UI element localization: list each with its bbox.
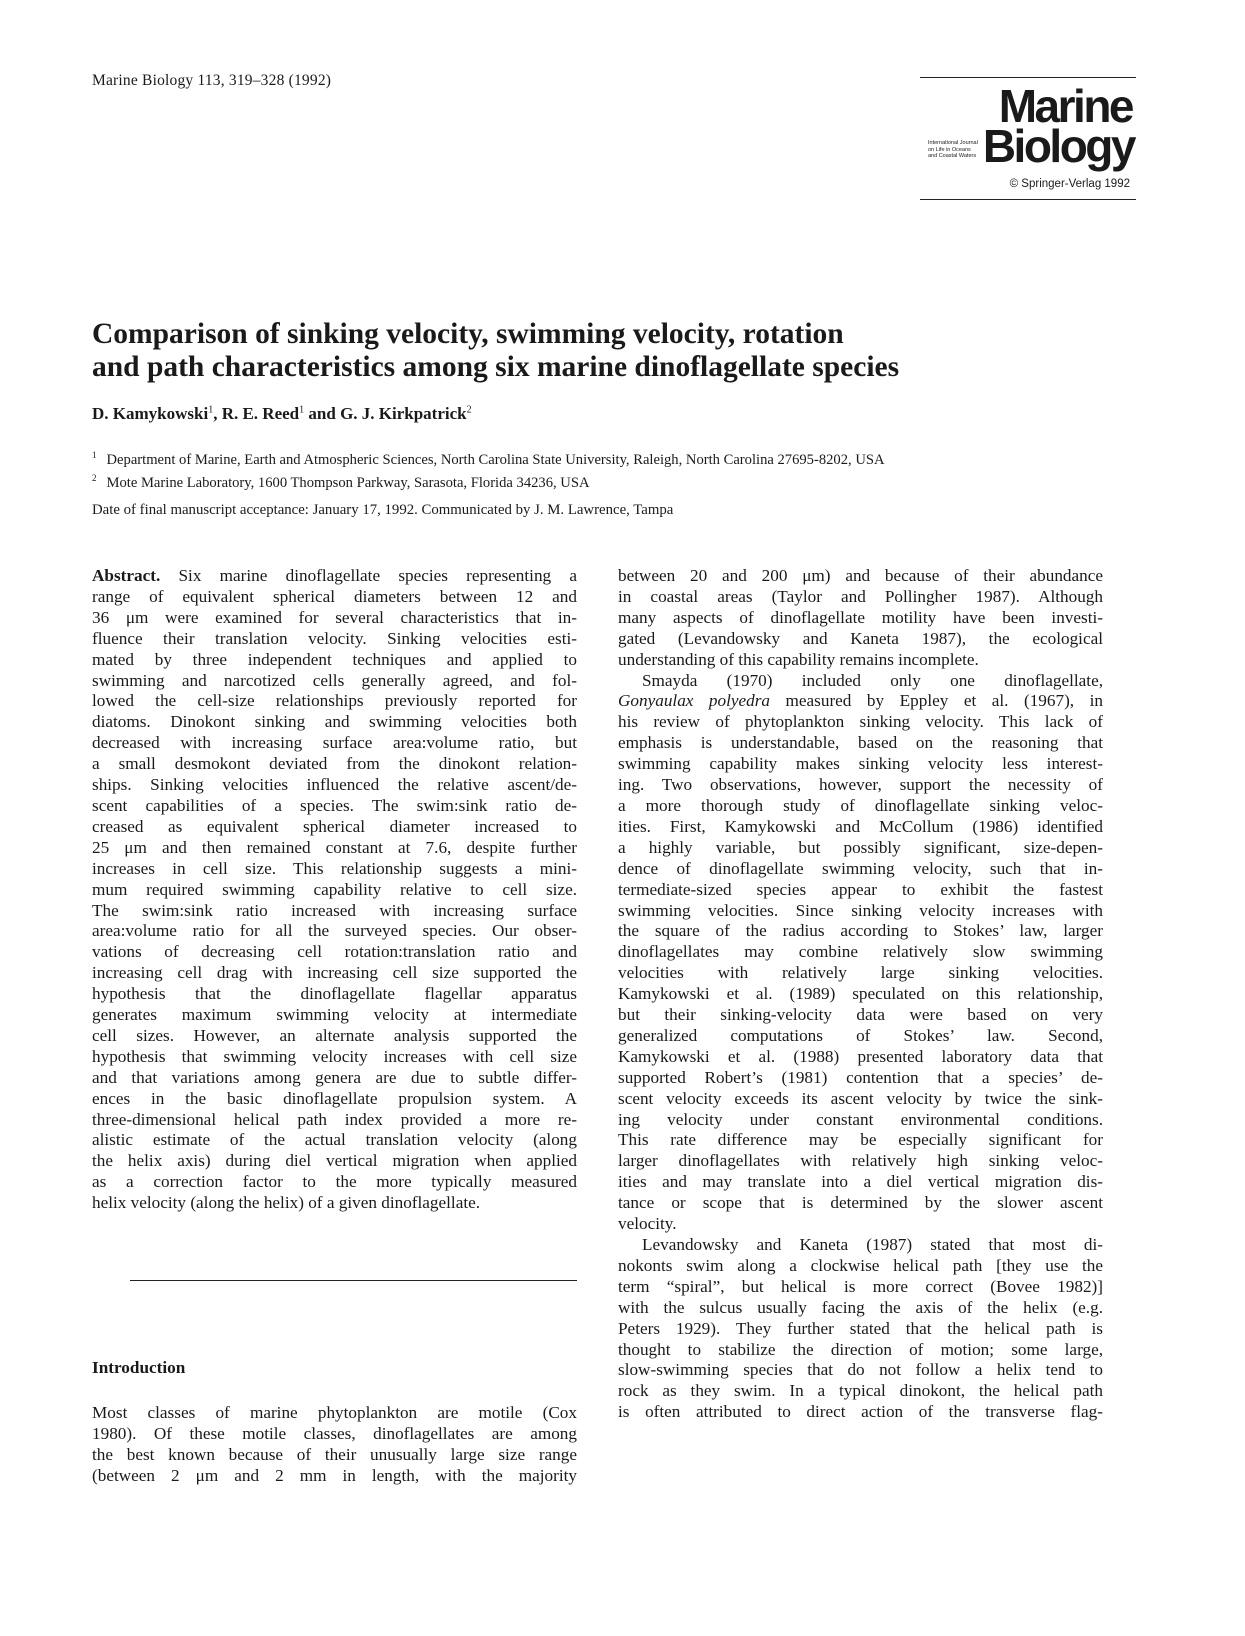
journal-logo (920, 77, 1136, 200)
text-line: swimming and narcotized cells generally agreed, and fol- (92, 670, 577, 690)
text-line: tance or scope that is determined by the slower ascent (618, 1193, 1103, 1213)
text-line: is often attributed to direct action of the transverse flag- (618, 1402, 1103, 1422)
text-line: a more thorough study of dinoflagellate sinking veloc- (618, 795, 1103, 815)
text-line: helix velocity (along the helix) of a given dinoflagellate. (92, 1193, 481, 1213)
paragraph-text: measured by Eppley et al. (1967), in (770, 691, 1103, 711)
text-line: area:volume ratio for all the surveyed species. Our obser- (92, 921, 577, 941)
logo-tagline-line: and Coastal Waters (928, 153, 977, 159)
paragraph (618, 1235, 1103, 1423)
logo-word-biology: Biology (982, 120, 1134, 172)
author-separator: , (213, 404, 222, 423)
text-line: the square of the radius according to Stokes’ law, larger (618, 921, 1103, 941)
text-line: hypothesis that swimming velocity increases with cell size (92, 1046, 577, 1066)
text-line: (between 2 μm and 2 mm in length, with the majority (92, 1465, 577, 1485)
text-line: with the sulcus usually facing the axis of the helix (e.g. (618, 1297, 1103, 1317)
text-line: ities. First, Kamykowski and McCollum (1986) identified (618, 816, 1103, 836)
text-line: hypothesis that the dinoflagellate flagellar apparatus (92, 984, 577, 1004)
author-affil-marker: 1 (299, 404, 305, 416)
text-line: ing. Two observations, however, support the necessity of (618, 775, 1103, 795)
text-line: diatoms. Dinokont sinking and swimming velocities both (92, 712, 577, 732)
author-name: D. Kamykowski (92, 404, 209, 423)
text-line: and that variations among genera are due to subtle differ- (92, 1067, 577, 1087)
text-line: Most classes of marine phytoplankton are motile (Cox (92, 1403, 577, 1422)
logo-top-rule (920, 77, 1136, 78)
text-line: scent velocity exceeds its ascent velocity by twice the sink- (618, 1088, 1103, 1108)
text-line: ships. Sinking velocities influenced the relative ascent/de- (92, 775, 577, 795)
introduction-body (92, 1403, 577, 1487)
text-line: Kamykowski et al. (1988) presented laboratory data that (618, 1046, 1103, 1066)
text-line: alistic estimate of the actual translation velocity (along (92, 1130, 577, 1150)
species-name: Gonyaulax polyedra (618, 691, 771, 711)
text-line: the best known because of their unusually large size range (92, 1444, 577, 1464)
text-line: Kamykowski et al. (1989) speculated on this relationship, (618, 984, 1103, 1004)
author-separator: and (304, 404, 341, 423)
text-line: understanding of this capability remains incomplete. (618, 649, 979, 669)
text-line: swimming velocities. Since sinking velocity increases with (618, 900, 1103, 920)
text-line: The swim:sink ratio increased with increasing surface (92, 900, 577, 920)
title-line: and path characteristics among six marine dinoflagellate species (92, 351, 900, 383)
text-line: between 20 and 200 μm) and because of their abundance (618, 566, 1103, 585)
text-line: dinoflagellates may combine relatively slow swimming (618, 942, 1103, 962)
logo-bottom-rule (920, 199, 1136, 200)
affil-text: Mote Marine Laboratory, 1600 Thompson Parkway, Sarasota, Florida 34236, USA (106, 474, 590, 491)
text-line: Levandowsky and Kaneta (1987) stated that most di- (642, 1235, 1103, 1254)
text-line: vations of decreasing cell rotation:translation ratio and (92, 942, 577, 962)
logo-word-marine: Marine (998, 80, 1132, 132)
text-line: emphasis is understandable, based on the reasoning that (618, 733, 1103, 753)
text-line: Peters 1929). They further stated that the helical path is (618, 1318, 1103, 1338)
text-line: mated by three independent techniques and applied to (92, 649, 577, 669)
author-name: G. J. Kirkpatrick (340, 404, 467, 423)
affil-text: Department of Marine, Earth and Atmospheric Sciences, North Carolina State University, Raleigh, North Carolina 27695-8202, USA (106, 451, 885, 468)
text-line: range of equivalent spherical diameters between 12 and (92, 586, 577, 606)
affil-marker: 2 (92, 472, 97, 483)
paragraph-line (618, 691, 1103, 712)
text-line: three-dimensional helical path index provided a more re- (92, 1109, 577, 1129)
text-line: mum required swimming capability relative to cell size. (92, 879, 577, 899)
paragraph (618, 712, 1103, 1235)
text-line: slow-swimming species that do not follow a helix tend to (618, 1360, 1103, 1380)
text-line: rock as they swim. In a typical dinokont, the helical path (618, 1381, 1103, 1401)
text-line: supported Robert’s (1981) contention that a species’ de- (618, 1067, 1103, 1087)
text-line: term “spiral”, but helical is more correct (Bovee 1982)] (618, 1276, 1103, 1296)
text-line: cell sizes. However, an alternate analysis supported the (92, 1025, 577, 1045)
text-line: ities and may translate into a diel vertical migration dis- (618, 1172, 1103, 1192)
text-line: increases in cell size. This relationship suggests a mini- (92, 858, 577, 878)
author-affil-marker: 1 (208, 404, 214, 416)
text-line: a small desmokont deviated from the dinokont relation- (92, 754, 577, 774)
author-affil-marker: 2 (466, 404, 472, 416)
text-line: decreased with increasing surface area:volume ratio, but (92, 733, 577, 753)
logo-tagline-line: on Life in Oceans (928, 146, 971, 153)
right-column (618, 566, 1103, 1423)
affil-marker: 1 (92, 450, 97, 460)
text-line: 36 μm were examined for several characteristics that in- (92, 607, 577, 627)
title-line: Comparison of sinking velocity, swimming velocity, rotation (92, 318, 844, 350)
text-line: 1980). Of these motile classes, dinoflagellates are among (92, 1423, 577, 1443)
text-line: velocities with relatively large sinking velocities. (618, 963, 1103, 983)
text-line: thought to stabilize the direction of motion; some large, (618, 1339, 1103, 1359)
author-name: R. E. Reed (221, 404, 300, 423)
text-line: scent capabilities of a species. The swim:sink ratio de- (92, 795, 577, 815)
author-list (92, 404, 472, 424)
abstract-end-rule (130, 1280, 577, 1281)
journal-citation: Marine Biology 113, 319–328 (1992) (92, 72, 332, 89)
text-line: fluence their translation velocity. Sinking velocities esti- (92, 628, 577, 648)
abstract-heading: Abstract. (92, 566, 161, 585)
text-line: gated (Levandowsky and Kaneta 1987), the ecological (618, 628, 1103, 648)
text-line: velocity. (618, 1214, 677, 1234)
affiliations (92, 446, 885, 492)
text-line: a highly variable, but possibly significant, size-depen- (618, 837, 1103, 857)
affiliation (92, 446, 885, 469)
text-line: lowed the cell-size relationships previously reported for (92, 691, 577, 711)
text-line: This rate difference may be especially significant for (618, 1130, 1103, 1150)
text-line: generates maximum swimming velocity at intermediate (92, 1005, 577, 1025)
text-line: 25 μm and then remained constant at 7.6, despite further (92, 837, 577, 857)
text-line: termediate-sized species appear to exhibit the fastest (618, 879, 1103, 899)
text-line: the helix axis) during diel vertical migration when applied (92, 1151, 577, 1171)
paragraph-line: Smayda (1970) included only one dinoflagellate, (642, 670, 1103, 690)
text-line: generalized computations of Stokes’ law. Second, (618, 1025, 1103, 1045)
paragraph (618, 566, 1103, 671)
text-line: creased as equivalent spherical diameter increased to (92, 816, 577, 836)
text-line: ences in the basic dinoflagellate propulsion system. A (92, 1088, 577, 1108)
text-line: ing velocity under constant environmental conditions. (618, 1109, 1103, 1129)
text-line: many aspects of dinoflagellate motility have been investi- (618, 607, 1103, 627)
article-title (92, 318, 1142, 384)
text-line: nokonts swim along a clockwise helical path [they use the (618, 1255, 1103, 1275)
text-line: larger dinoflagellates with relatively high sinking veloc- (618, 1151, 1103, 1171)
text-line: swimming capability makes sinking velocity less interest- (618, 754, 1103, 774)
text-line: but their sinking-velocity data were based on very (618, 1005, 1103, 1025)
text-line: increasing cell drag with increasing cell size supported the (92, 963, 577, 983)
copyright-notice: © Springer-Verlag 1992 (1009, 178, 1130, 190)
section-heading-introduction: Introduction (92, 1358, 186, 1377)
affiliation (92, 469, 885, 492)
abstract-line (92, 566, 577, 587)
text-line: dence of dinoflagellate swimming velocity, such that in- (618, 858, 1103, 878)
text-line: as a correction factor to the more typically measured (92, 1172, 577, 1192)
logo-tagline-line: International Journal (928, 140, 978, 146)
text-line: his review of phytoplankton sinking velocity. This lack of (618, 712, 1103, 732)
abstract-text: Six marine dinoflagellate species representing a (160, 566, 577, 585)
abstract (92, 566, 577, 1214)
text-line: in coastal areas (Taylor and Pollingher 1987). Although (618, 586, 1103, 606)
acceptance-dateline: Date of final manuscript acceptance: January 17, 1992. Communicated by J. M. Lawrence, Tampa (92, 502, 674, 518)
abstract-body (92, 587, 577, 1214)
